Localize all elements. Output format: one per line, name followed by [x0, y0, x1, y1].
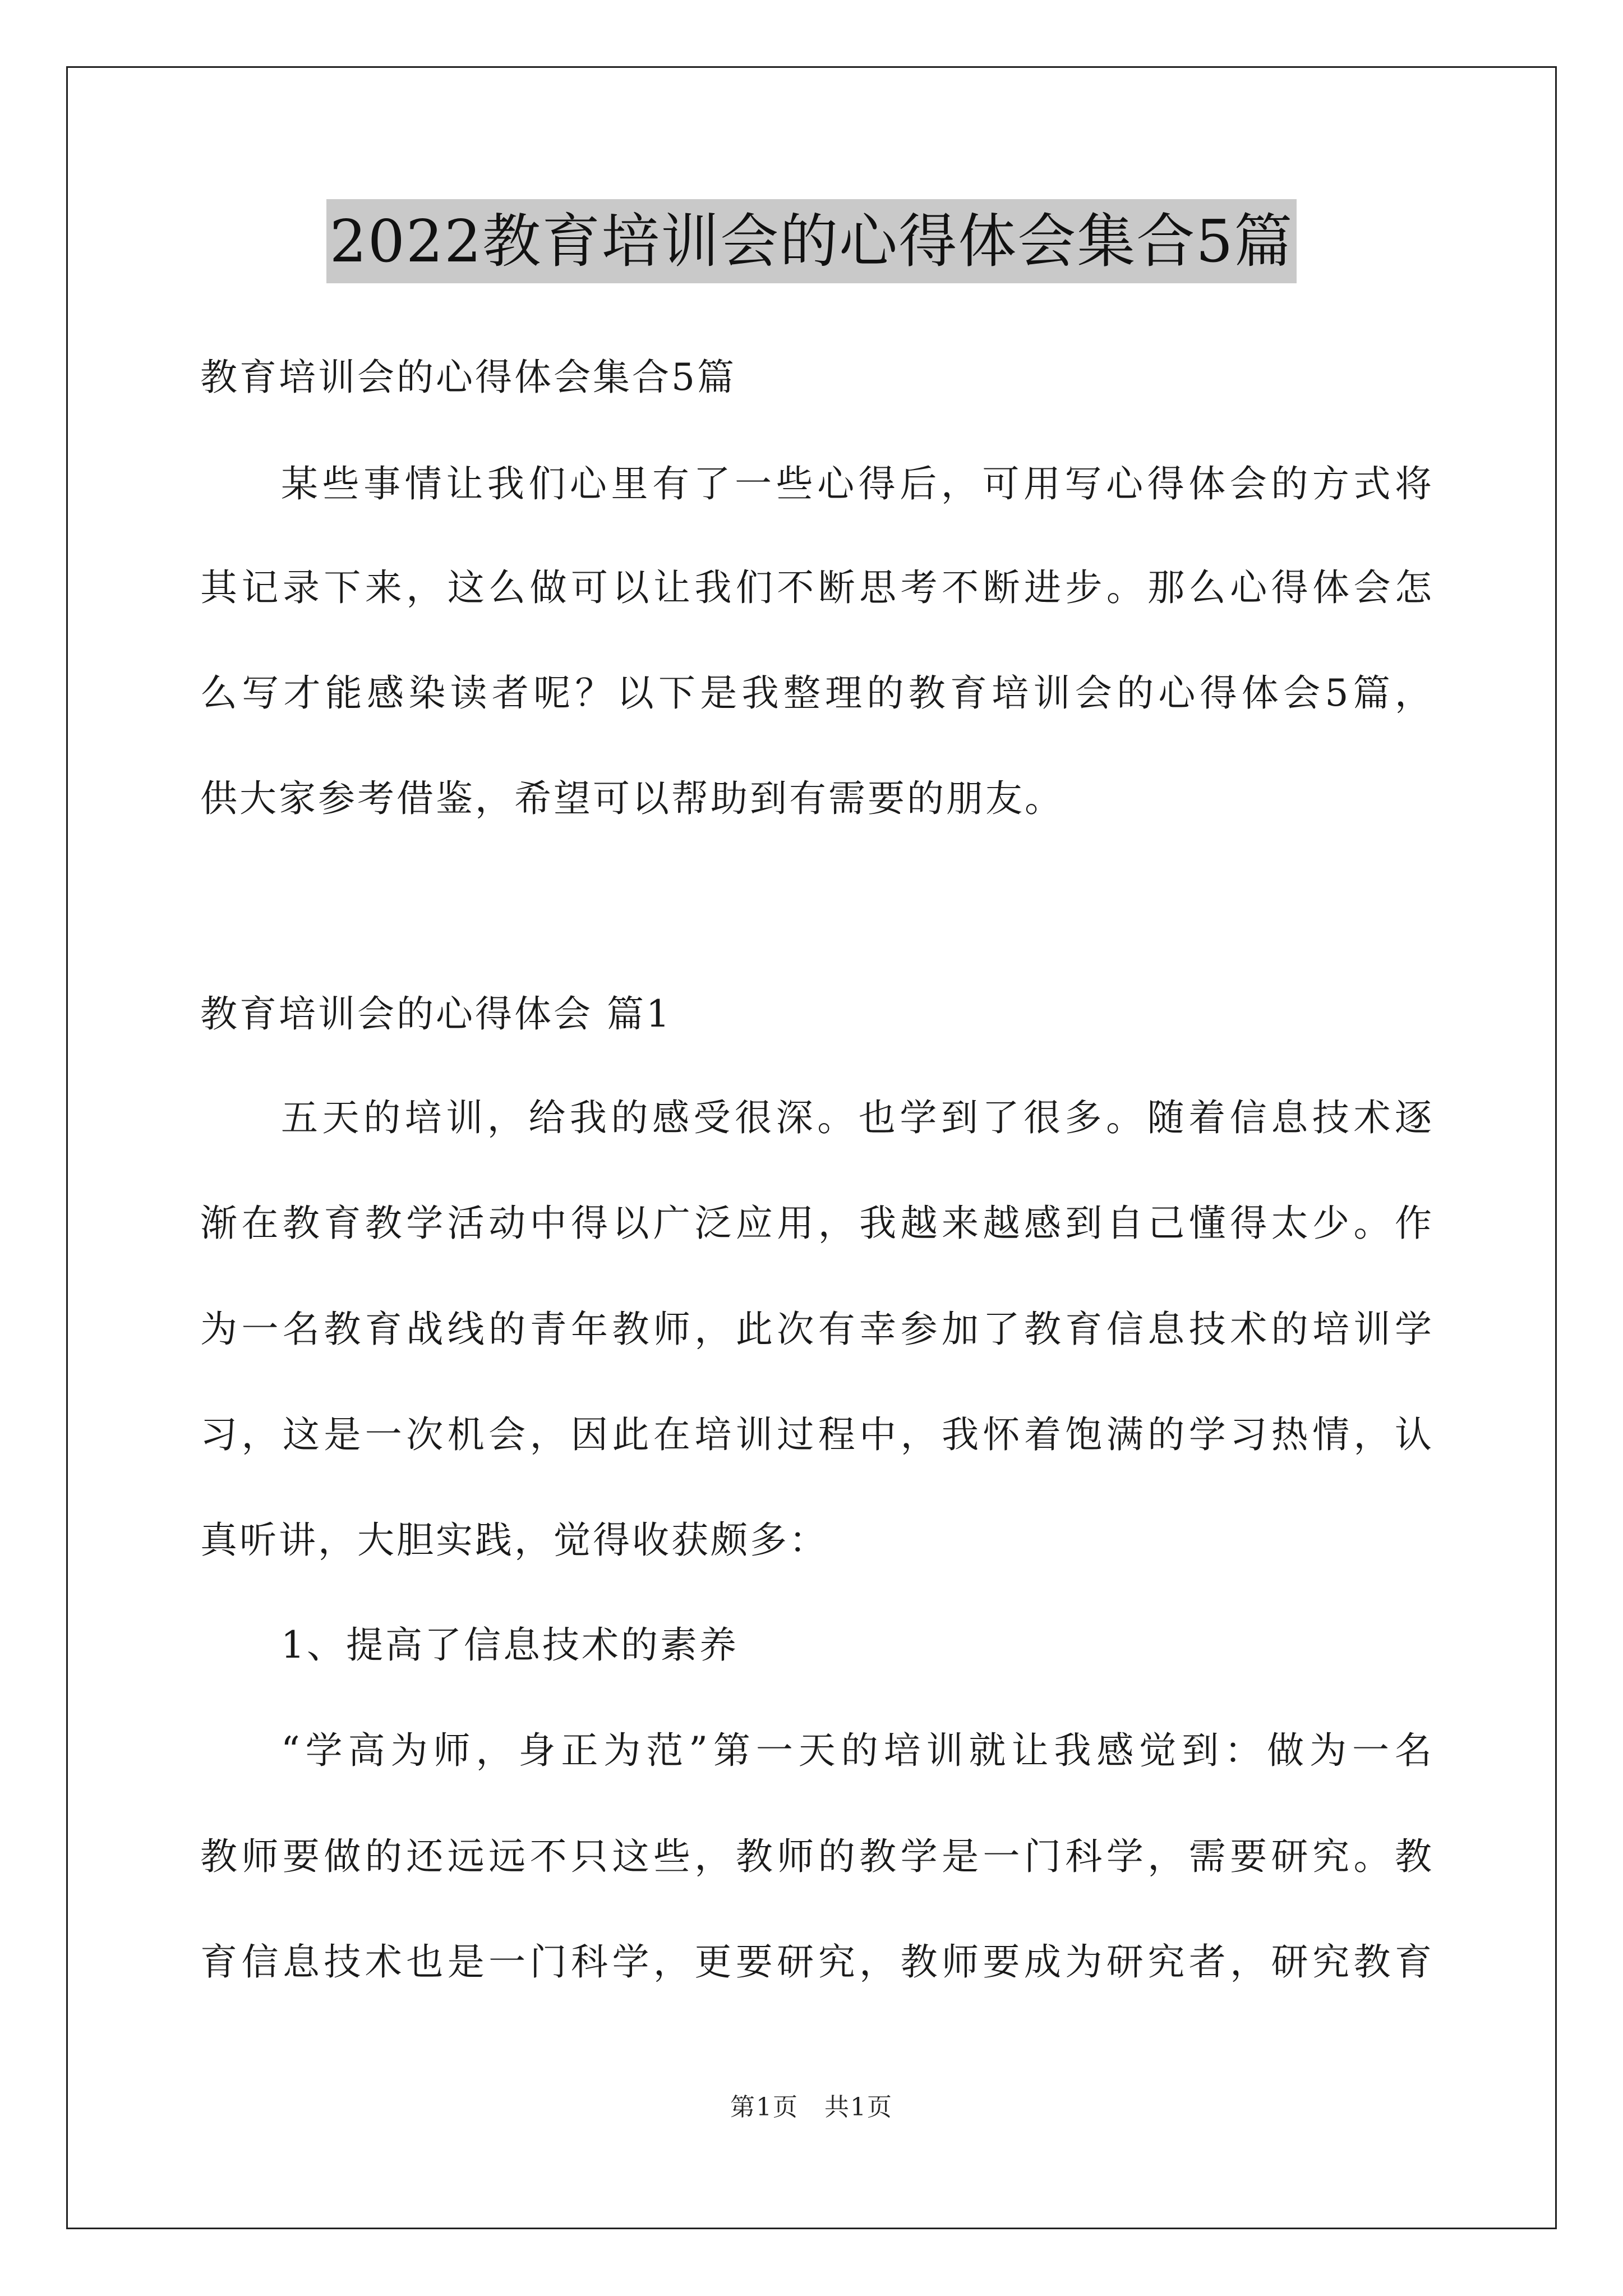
para2-line-2: 教师要做的还远远不只这些，教师的教学是一门科学，需要研究。教	[200, 1835, 1434, 1878]
page-footer: 第1页 共1页	[730, 2093, 893, 2122]
para2-line-1: “学高为师，身正为范”第一天的培训就让我感觉到：做为一名	[281, 1729, 1434, 1772]
para1-line-2: 渐在教育教学活动中得以广泛应用，我越来越感到自己懂得太少。作	[200, 1202, 1434, 1245]
point-1-heading: 1、提高了信息技术的素养	[281, 1623, 739, 1667]
subtitle: 教育培训会的心得体会集合5篇	[200, 356, 736, 399]
intro-line-1: 某些事情让我们心里有了一些心得后，可用写心得体会的方式将	[281, 462, 1434, 505]
document-title: 2022教育培训会的心得体会集合5篇	[326, 199, 1297, 283]
intro-line-3: 么写才能感染读者呢？以下是我整理的教育培训会的心得体会5篇，	[200, 671, 1434, 715]
section-heading: 教育培训会的心得体会 篇1	[200, 992, 672, 1036]
title-container	[0, 199, 1623, 283]
para1-line-3: 为一名教育战线的青年教师，此次有幸参加了教育信息技术的培训学	[200, 1308, 1434, 1351]
para1-line-1: 五天的培训，给我的感受很深。也学到了很多。随着信息技术逐	[281, 1096, 1434, 1139]
intro-line-4: 供大家参考借鉴，希望可以帮助到有需要的朋友。	[200, 777, 1064, 820]
intro-line-2: 其记录下来，这么做可以让我们不断思考不断进步。那么心得体会怎	[200, 566, 1434, 609]
para2-line-3: 育信息技术也是一门科学，更要研究，教师要成为研究者，研究教育	[200, 1940, 1434, 1984]
para1-line-4: 习，这是一次机会，因此在培训过程中，我怀着饱满的学习热情，认	[200, 1413, 1434, 1456]
para1-line-5: 真听讲，大胆实践，觉得收获颇多：	[200, 1519, 828, 1562]
